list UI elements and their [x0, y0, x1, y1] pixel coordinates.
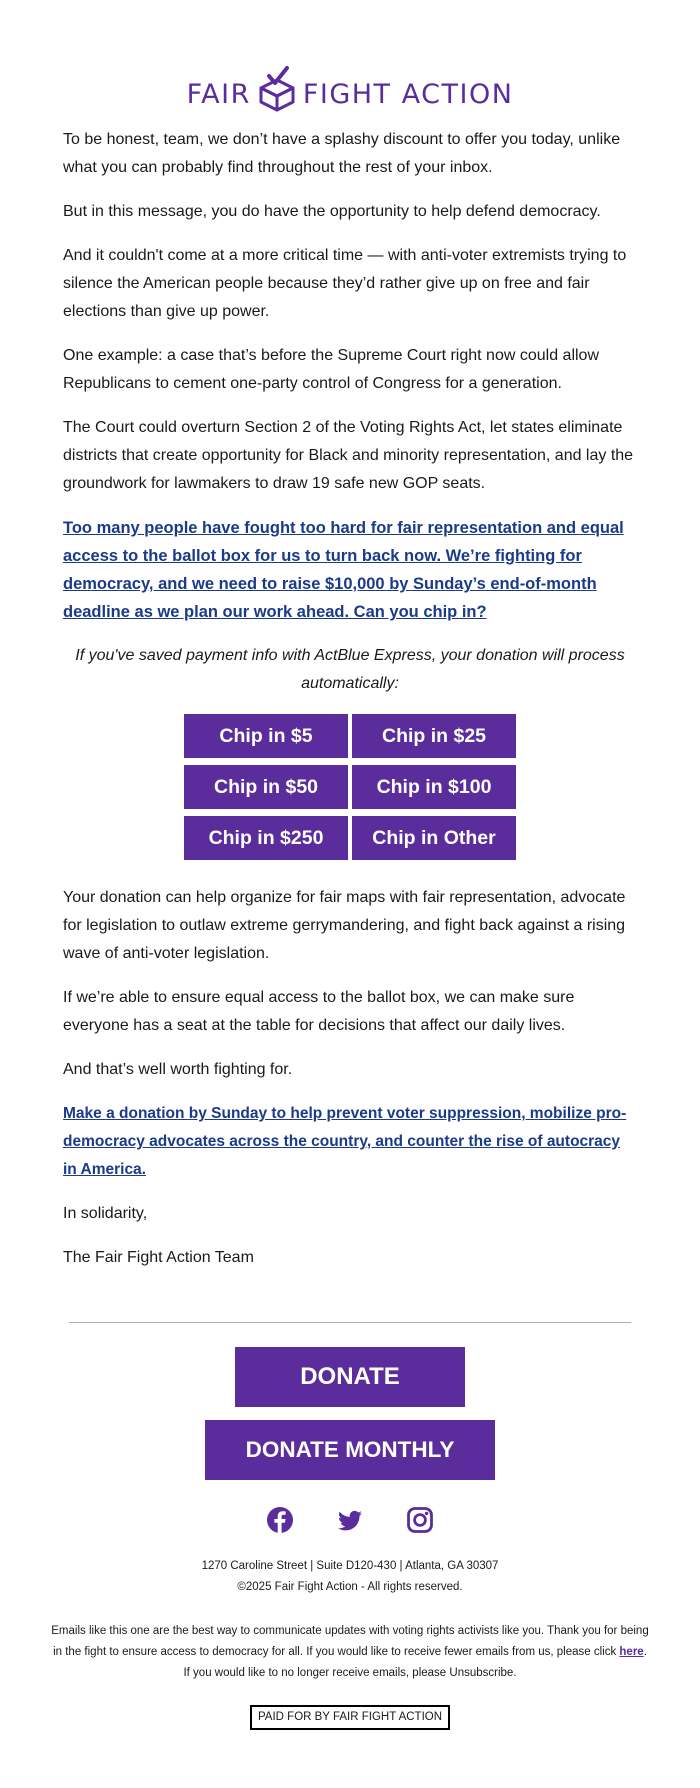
paragraph-worth-fighting: And that’s well worth fighting for. — [63, 1061, 293, 1078]
instagram-icon[interactable] — [406, 1506, 434, 1534]
chip-in-5-button[interactable]: Chip in $5 — [184, 714, 348, 758]
paragraph-donation-impact: Your donation can help organize for fair maps with fair representation, advocate for legislation to outlaw extreme gerrymandering, and fight back against a rising wave of anti-voter legislation. — [63, 889, 626, 962]
signoff: In solidarity, — [63, 1205, 148, 1222]
paragraph-critical-time: And it couldn't come at a more critical time — with anti-voter extremists trying to silence the American people because they’d rather give up on free and fair elections than give up power. — [63, 247, 627, 320]
chip-in-100-button[interactable]: Chip in $100 — [352, 765, 516, 809]
donation-sunday-link[interactable]: Make a donation by Sunday to help prevent voter suppression, mobilize pro-democracy advocates across the country, and counter the rise of autocracy in America. — [63, 1105, 627, 1178]
logo-wordmark — [187, 64, 514, 110]
social-links — [0, 1506, 700, 1536]
donate-button[interactable]: DONATE — [235, 1347, 465, 1407]
mailing-address-block — [0, 1556, 700, 1598]
chip-in-button-grid — [185, 714, 515, 860]
paid-for-disclaimer: PAID FOR BY FAIR FIGHT ACTION — [250, 1705, 450, 1730]
fewer-emails-link[interactable]: here — [619, 1646, 644, 1658]
email-body — [63, 126, 637, 1272]
paragraph-equal-access: If we’re able to ensure equal access to the ballot box, we can make sure everyone has a seat at the table for decisions that affect our daily lives. — [63, 989, 575, 1034]
chip-in-250-button[interactable]: Chip in $250 — [184, 816, 348, 860]
legal-text-before: Emails like this one are the best way to communicate updates with voting rights activists like you. Thank you for being in the fight to ensure access to democracy for all. If you would like to receive fewer emails from us, please click — [51, 1625, 649, 1658]
mailing-address: 1270 Caroline Street | Suite D120-430 | Atlanta, GA 30307 — [201, 1560, 499, 1572]
paragraph-voting-rights-act: The Court could overturn Section 2 of the Voting Rights Act, let states eliminate districts that create opportunity for Black and minority representation, and lay the groundwork for lawmakers to draw 19 safe new GOP seats. — [63, 419, 634, 492]
chip-in-other-button[interactable]: Chip in Other — [352, 816, 516, 860]
paragraph-opportunity: But in this message, you do have the opportunity to help defend democracy. — [63, 203, 601, 220]
signature: The Fair Fight Action Team — [63, 1249, 254, 1266]
logo-text-right: FIGHT ACTION — [302, 79, 514, 110]
brand-logo[interactable] — [0, 0, 700, 112]
chip-in-25-button[interactable]: Chip in $25 — [352, 714, 516, 758]
facebook-icon[interactable] — [266, 1506, 294, 1534]
twitter-icon[interactable] — [336, 1506, 364, 1534]
actblue-note: If you've saved payment info with ActBlue Express, your donation will process automatically: — [75, 647, 625, 692]
ballot-box-check-icon — [257, 66, 297, 112]
donate-appeal-link[interactable]: Too many people have fought too hard for fair representation and equal access to the ballot box for us to turn back now. We’re fighting for democracy, and we need to raise $10,000 by Sunday’s end-of-month deadline as we plan our work ahead. Can you chip in? — [63, 519, 624, 621]
donate-monthly-button[interactable]: DONATE MONTHLY — [205, 1420, 495, 1480]
chip-in-50-button[interactable]: Chip in $50 — [184, 765, 348, 809]
legal-text-after: . If you would like to no longer receive emails, please Unsubscribe. — [183, 1646, 647, 1679]
paragraph-supreme-court: One example: a case that’s before the Supreme Court right now could allow Republicans to cement one-party control of Congress for a generation. — [63, 347, 599, 392]
footer-divider — [69, 1322, 631, 1323]
paragraph-intro: To be honest, team, we don’t have a splashy discount to offer you today, unlike what you can probably find throughout the rest of your inbox. — [63, 131, 621, 176]
logo-text-left: FAIR — [186, 79, 251, 110]
legal-text — [50, 1621, 650, 1684]
copyright: ©2025 Fair Fight Action - All rights reserved. — [237, 1581, 463, 1593]
